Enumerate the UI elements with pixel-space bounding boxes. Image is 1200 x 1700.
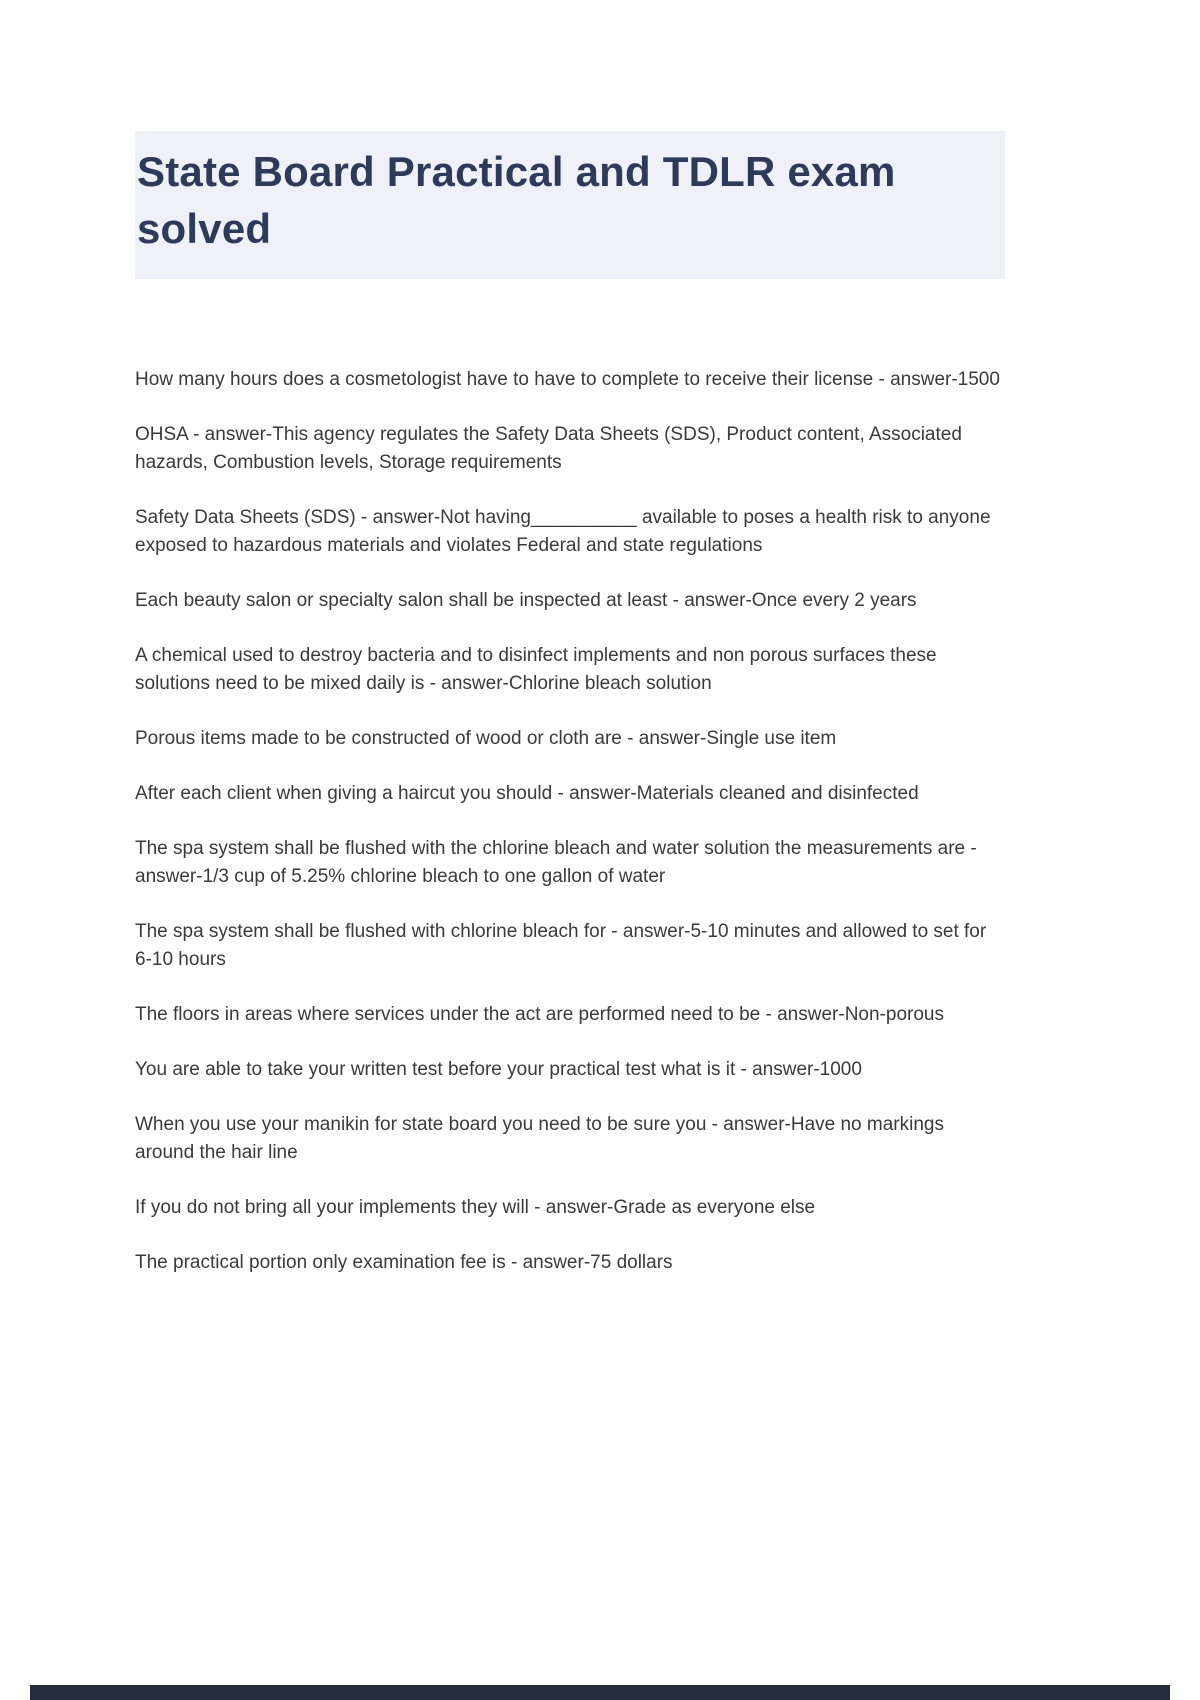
qa-paragraph: Each beauty salon or specialty salon shall be inspected at least - answer-Once every 2 years [135, 590, 917, 611]
page-bottom-edge [30, 1685, 1170, 1700]
qa-paragraph: The practical portion only examination fee is - answer-75 dollars [135, 1252, 673, 1273]
qa-paragraph: You are able to take your written test before your practical test what is it - answer-1000 [135, 1059, 862, 1080]
page-title: State Board Practical and TDLR exam solved [137, 148, 896, 252]
document-body [135, 366, 1003, 1304]
qa-paragraph: The spa system shall be flushed with the chlorine bleach and water solution the measurements are - answer-1/3 cup of 5.25% chlorine bleach to one gallon of water [135, 838, 977, 887]
qa-paragraph: Porous items made to be constructed of wood or cloth are - answer-Single use item [135, 728, 837, 749]
qa-paragraph: After each client when giving a haircut you should - answer-Materials cleaned and disinfected [135, 783, 919, 804]
qa-paragraph: When you use your manikin for state board you need to be sure you - answer-Have no markings around the hair line [135, 1114, 944, 1163]
qa-paragraph: A chemical used to destroy bacteria and to disinfect implements and non porous surfaces these solutions need to be mixed daily is - answer-Chlorine bleach solution [135, 645, 937, 694]
qa-paragraph: If you do not bring all your implements they will - answer-Grade as everyone else [135, 1197, 816, 1218]
qa-paragraph: The floors in areas where services under the act are performed need to be - answer-Non-porous [135, 1004, 944, 1025]
qa-paragraph: How many hours does a cosmetologist have to have to complete to receive their license - answer-1500 [135, 369, 1000, 390]
qa-paragraph: The spa system shall be flushed with chlorine bleach for - answer-5-10 minutes and allowed to set for 6-10 hours [135, 921, 987, 970]
qa-paragraph: OHSA - answer-This agency regulates the Safety Data Sheets (SDS), Product content, Associated hazards, Combustion levels, Storage requirements [135, 424, 962, 473]
title-block [135, 131, 1005, 279]
qa-paragraph: Safety Data Sheets (SDS) - answer-Not having__________ available to poses a health risk to anyone exposed to hazardous materials and violates Federal and state regulations [135, 507, 991, 556]
